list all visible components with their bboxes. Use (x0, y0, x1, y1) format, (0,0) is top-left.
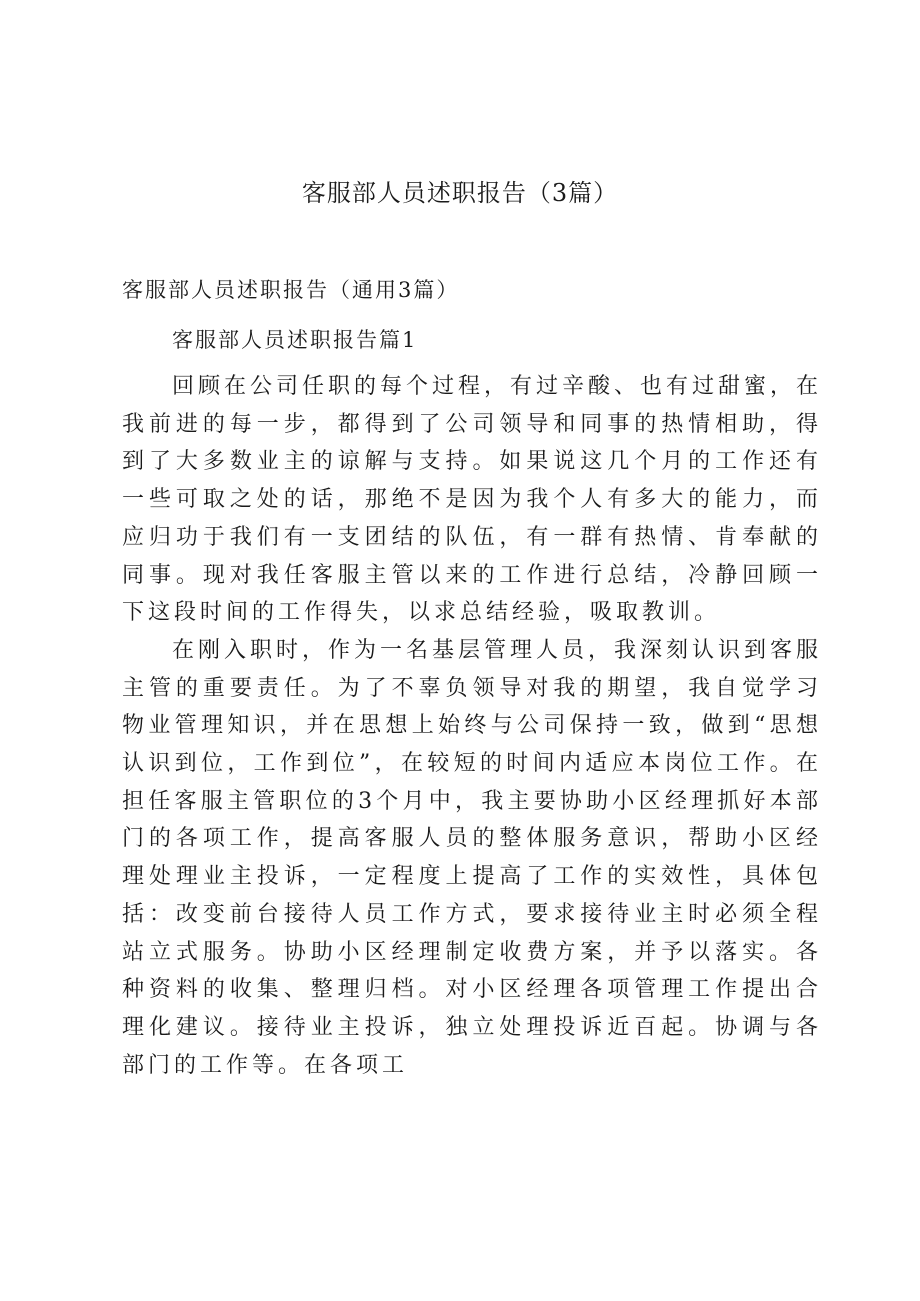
document-body (122, 368, 822, 1084)
paragraph-1: 回顾在公司任职的每个过程，有过辛酸、也有过甜蜜，在我前进的每一步，都得到了公司领导和同事的热情相助，得到了大多数业主的谅解与支持。如果说这几个月的工作还有一些可取之处的话，那绝不是因为我个人有多大的能力，而应归功于我们有一支团结的队伍，有一群有热情、肯奉献的同事。现对我任客服主管以来的工作进行总结，冷静回顾一下这段时间的工作得失，以求总结经验，吸取教训。 (122, 374, 823, 626)
paragraph-2: 在刚入职时，作为一名基层管理人员，我深刻认识到客服主管的重要责任。为了不辜负领导对我的期望，我自觉学习物业管理知识，并在思想上始终与公司保持一致，做到“思想认识到位，工作到位”，在较短的时间内适应本岗位工作。在担任客服主管职位的3个月中，我主要协助小区经理抓好本部门的各项工作，提高客服人员的整体服务意识，帮助小区经理处理业主投诉，一定程度上提高了工作的实效性，具体包括：改变前台接待人员工作方式，要求接待业主时必须全程站立式服务。协助小区经理制定收费方案，并予以落实。各种资料的收集、整理归档。对小区经理各项管理工作提出合理化建议。接待业主投诉，独立处理投诉近百起。协调与各部门的工作等。在各项工 (122, 637, 823, 1078)
section-heading: 客服部人员述职报告篇1 (172, 328, 418, 352)
document-title: 客服部人员述职报告（3篇） (301, 179, 619, 207)
document-subtitle: 客服部人员述职报告（通用3篇） (122, 278, 460, 302)
